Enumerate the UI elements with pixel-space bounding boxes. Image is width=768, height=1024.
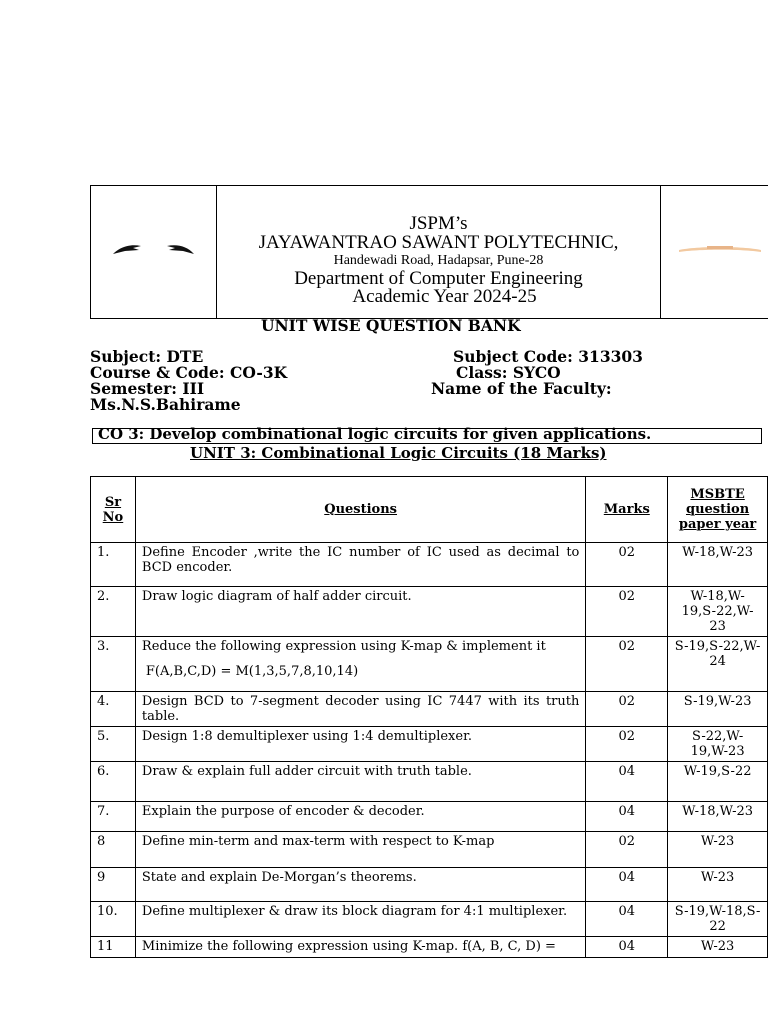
sr-cell: 2. <box>91 587 136 637</box>
question-cell: Design BCD to 7-segment decoder using IC 7447 with its truth table. <box>135 692 585 727</box>
year-cell: S-19,W-18,S-22 <box>668 902 768 937</box>
institute-title-block <box>217 186 660 318</box>
sr-cell: 11 <box>91 937 136 958</box>
marks-cell: 04 <box>586 868 668 902</box>
sr-cell: 3. <box>91 637 136 692</box>
sr-cell: 10. <box>91 902 136 937</box>
course-code-label: Course & Code: CO-3K <box>90 363 288 382</box>
year-cell: W-18,W-19,S-22,W-23 <box>668 587 768 637</box>
year-cell: S-19,S-22,W-24 <box>668 637 768 692</box>
academic-year: Academic Year 2024-25 <box>352 286 537 307</box>
accreditation-logo-icon <box>677 244 763 254</box>
question-cell: State and explain De-Morgan’s theorems. <box>135 868 585 902</box>
marks-cell: 02 <box>586 637 668 692</box>
sr-cell: 1. <box>91 543 136 587</box>
questions-header: Questions <box>135 477 585 543</box>
question-cell: Define multiplexer & draw its block diagram for 4:1 multiplexer. <box>135 902 585 937</box>
class-label: Class: SYCO <box>456 363 561 382</box>
year-cell: W-18,W-23 <box>668 543 768 587</box>
year-cell: W-18,W-23 <box>668 802 768 832</box>
marks-cell: 02 <box>586 727 668 762</box>
marks-cell: 02 <box>586 832 668 868</box>
year-cell: W-19,S-22 <box>668 762 768 802</box>
sr-cell: 4. <box>91 692 136 727</box>
question-cell: Minimize the following expression using K-map. f(A, B, C, D) = <box>135 937 585 958</box>
marks-cell: 02 <box>586 692 668 727</box>
table-row <box>91 802 768 832</box>
subject-code-label: Subject Code: 313303 <box>453 347 643 366</box>
sr-cell: 6. <box>91 762 136 802</box>
unit-heading: UNIT 3: Combinational Logic Circuits (18 Marks) <box>190 444 607 462</box>
question-cell: Draw & explain full adder circuit with truth table. <box>135 762 585 802</box>
question-table <box>90 476 768 958</box>
table-row <box>91 762 768 802</box>
table-row <box>91 587 768 637</box>
question-cell <box>135 637 585 692</box>
faculty-label: Name of the Faculty: <box>431 379 612 398</box>
table-row <box>91 868 768 902</box>
table-row <box>91 727 768 762</box>
expression-text: F(A,B,C,D) = M(1,3,5,7,8,10,14) <box>145 664 359 679</box>
marks-cell: 04 <box>586 902 668 937</box>
year-header: MSBTE question paper year <box>668 477 768 543</box>
marks-cell: 04 <box>586 762 668 802</box>
question-text: Reduce the following expression using K-map & implement it <box>141 639 546 654</box>
table-row <box>91 692 768 727</box>
college-address: Handewadi Road, Hadapsar, Pune-28 <box>333 253 544 268</box>
year-cell: S-22,W-19,W-23 <box>668 727 768 762</box>
marks-cell: 04 <box>586 802 668 832</box>
table-row <box>91 937 768 958</box>
sr-cell: 9 <box>91 868 136 902</box>
department-name: Department of Computer Engineering <box>294 268 583 289</box>
left-logo-cell <box>91 186 217 318</box>
sr-no-header: Sr No <box>91 477 136 543</box>
table-row <box>91 902 768 937</box>
marks-cell: 02 <box>586 543 668 587</box>
marks-cell: 04 <box>586 937 668 958</box>
sr-cell: 8 <box>91 832 136 868</box>
table-row <box>91 832 768 868</box>
semester-label: Semester: III <box>90 379 205 398</box>
college-name: JAYAWANTRAO SAWANT POLYTECHNIC, <box>258 232 619 253</box>
table-row <box>91 637 768 692</box>
marks-cell: 02 <box>586 587 668 637</box>
organisation-name: JSPM’s <box>409 213 468 234</box>
page-title: UNIT WISE QUESTION BANK <box>261 316 521 335</box>
institute-logo-icon <box>111 242 196 258</box>
sr-cell: 5. <box>91 727 136 762</box>
year-cell: W-23 <box>668 937 768 958</box>
question-cell: Draw logic diagram of half adder circuit. <box>135 587 585 637</box>
question-cell: Define min-term and max-term with respect to K-map <box>135 832 585 868</box>
subject-label: Subject: DTE <box>90 347 204 366</box>
sr-cell: 7. <box>91 802 136 832</box>
table-header-row <box>91 477 768 543</box>
question-cell: Explain the purpose of encoder & decoder. <box>135 802 585 832</box>
year-cell: W-23 <box>668 832 768 868</box>
course-outcome: CO 3: Develop combinational logic circuits for given applications. <box>98 425 652 443</box>
year-cell: W-23 <box>668 868 768 902</box>
question-cell: Define Encoder ,write the IC number of IC used as decimal to BCD encoder. <box>135 543 585 587</box>
table-row <box>91 543 768 587</box>
question-cell: Design 1:8 demultiplexer using 1:4 demultiplexer. <box>135 727 585 762</box>
marks-header: Marks <box>586 477 668 543</box>
right-logo-cell <box>660 186 768 318</box>
faculty-name: Ms.N.S.Bahirame <box>90 395 241 414</box>
institute-header <box>90 185 768 319</box>
year-cell: S-19,W-23 <box>668 692 768 727</box>
